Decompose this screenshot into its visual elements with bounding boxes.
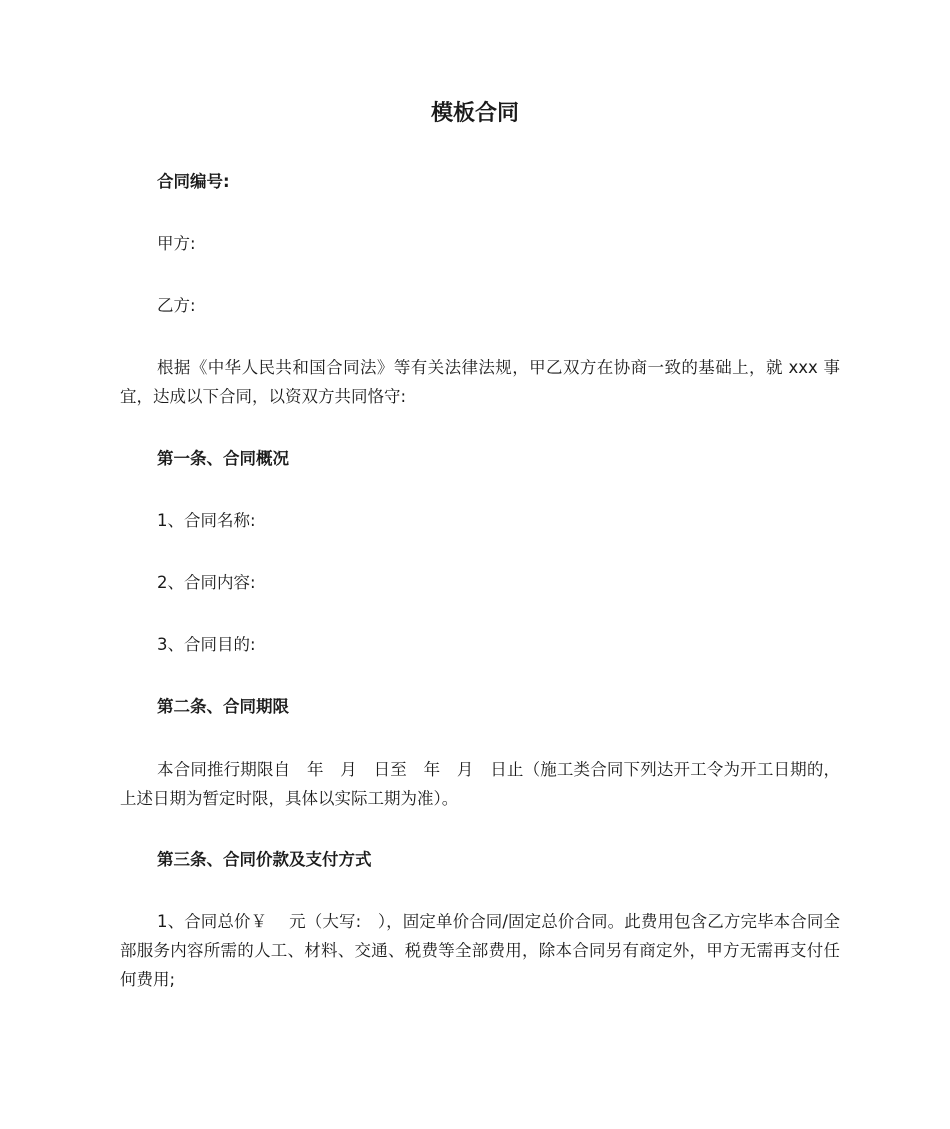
article-2-heading: 第二条、合同期限: [157, 697, 289, 716]
article-1-item-content: 2、合同内容:: [157, 573, 256, 592]
document-title: 模板合同: [430, 101, 519, 126]
article-3-item-1: 1、合同总价￥ 元（大写: ），固定单价合同/固定总价合同。此费用包含乙方完毕本合同全部服务内容所需的人工、材料、交通、税费等全部费用，除本合同另有商定外，甲方无需再支付任何费用;: [120, 912, 840, 989]
article-1-heading: 第一条、合同概况: [157, 449, 289, 468]
intro-paragraph: 根据《中华人民共和国合同法》等有关法律法规，甲乙双方在协商一致的基础上，就 xxx 事宜，达成以下合同，以资双方共同恪守:: [120, 358, 840, 406]
party-b-label: 乙方:: [157, 296, 196, 315]
article-2-body: 本合同推行期限自 年 月 日至 年 月 日止（施工类合同下列达开工令为开工日期的，上述日期为暂定时限，具体以实际工期为准）。: [120, 760, 840, 808]
party-a-label: 甲方:: [157, 234, 196, 253]
article-3-heading: 第三条、合同价款及支付方式: [157, 850, 372, 869]
contract-number-label: 合同编号:: [157, 172, 230, 191]
article-1-item-purpose: 3、合同目的:: [157, 635, 256, 654]
article-1-item-name: 1、合同名称:: [157, 511, 256, 530]
